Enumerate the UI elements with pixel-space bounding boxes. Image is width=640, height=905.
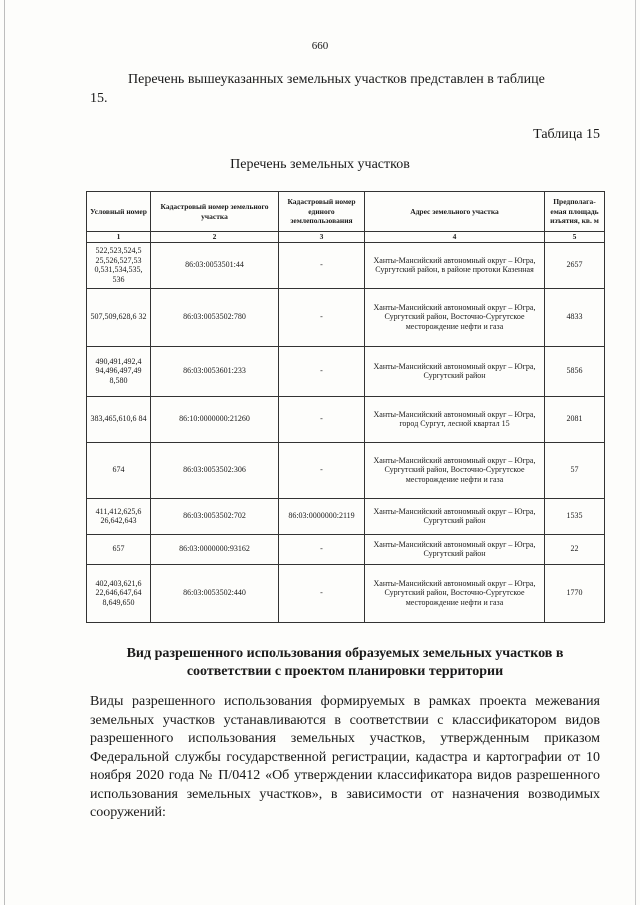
header-conditional-number: Условный номер — [87, 192, 151, 232]
cell-cadastral-number: 86:03:0053501:44 — [151, 242, 279, 288]
cell-unified-land-use: - — [279, 346, 365, 396]
column-number: 1 — [87, 232, 151, 243]
table-row — [87, 242, 605, 288]
cell-address: Ханты-Мансийский автономный округ – Югра, Сургутский район, Восточно-Сургутское месторождение нефти и газа — [365, 442, 545, 498]
cell-conditional-number: 522,523,524,5 25,526,527,53 0,531,534,535, 536 — [87, 242, 151, 288]
body-paragraph: Виды разрешенного использования формируемых в рамках проекта межевания земельных участков устанавливаются в соответствии с классификатором видов разрешенного использования земельных участков, утвержденным приказом Федеральной службы государственной регистрации, кадастра и картографии от 10 ноября 2020 года № П/0412 «Об утверждении классификатора видов разрешенного использования земельных участков», в зависимости от назначения возводимых сооружений: — [90, 694, 600, 820]
header-cadastral-number: Кадастровый номер земельного участка — [151, 192, 279, 232]
table-label: Таблица 15 — [533, 127, 600, 142]
cell-conditional-number: 657 — [87, 534, 151, 564]
cell-unified-land-use: - — [279, 288, 365, 346]
header-unified-land-use: Кадастровый номер единого землепользования — [279, 192, 365, 232]
header-address: Адрес земельного участка — [365, 192, 545, 232]
cell-unified-land-use: 86:03:0000000:2119 — [279, 498, 365, 534]
cell-conditional-number: 383,465,610,6 84 — [87, 396, 151, 442]
intro-line-1: Перечень вышеуказанных земельных участков представлен в таблице — [128, 72, 545, 87]
cell-area: 22 — [545, 534, 605, 564]
cell-address: Ханты-Мансийский автономный округ – Югра, Сургутский район — [365, 498, 545, 534]
table-row — [87, 564, 605, 622]
cell-conditional-number: 674 — [87, 442, 151, 498]
header-area: Предполага-емая площадь изъятия, кв. м — [545, 192, 605, 232]
cell-conditional-number: 490,491,492,4 94,496,497,49 8,580 — [87, 346, 151, 396]
intro-paragraph — [90, 70, 600, 108]
cell-cadastral-number: 86:03:0053502:702 — [151, 498, 279, 534]
column-number: 4 — [365, 232, 545, 243]
cell-address: Ханты-Мансийский автономный округ – Югра, Сургутский район, Восточно-Сургутское месторождение нефти и газа — [365, 564, 545, 622]
intro-line-2: 15. — [90, 91, 108, 106]
cell-area: 57 — [545, 442, 605, 498]
table-row — [87, 288, 605, 346]
cell-conditional-number: 507,509,628,6 32 — [87, 288, 151, 346]
cell-address: Ханты-Мансийский автономный округ – Югра, город Сургут, лесной квартал 15 — [365, 396, 545, 442]
cell-cadastral-number: 86:03:0053502:306 — [151, 442, 279, 498]
table-row — [87, 396, 605, 442]
table-row — [87, 442, 605, 498]
cell-unified-land-use: - — [279, 396, 365, 442]
cell-address: Ханты-Мансийский автономный округ – Югра, Сургутский район, Восточно-Сургутское месторождение нефти и газа — [365, 288, 545, 346]
table-row — [87, 534, 605, 564]
cell-cadastral-number: 86:03:0000000:93162 — [151, 534, 279, 564]
cell-area: 4833 — [545, 288, 605, 346]
cell-unified-land-use: - — [279, 534, 365, 564]
column-number: 2 — [151, 232, 279, 243]
cell-conditional-number: 411,412,625,6 26,642,643 — [87, 498, 151, 534]
cell-cadastral-number: 86:03:0053502:780 — [151, 288, 279, 346]
table-title: Перечень земельных участков — [230, 157, 410, 172]
cell-address: Ханты-Мансийский автономный округ – Югра, Сургутский район — [365, 346, 545, 396]
cell-unified-land-use: - — [279, 442, 365, 498]
table-row — [87, 498, 605, 534]
cell-area: 1535 — [545, 498, 605, 534]
page-edge-left — [4, 0, 5, 905]
land-parcels-table — [86, 191, 605, 623]
cell-cadastral-number: 86:10:0000000:21260 — [151, 396, 279, 442]
cell-unified-land-use: - — [279, 242, 365, 288]
cell-address: Ханты-Мансийский автономный округ – Югра, Сургутский район — [365, 534, 545, 564]
cell-cadastral-number: 86:03:0053601:233 — [151, 346, 279, 396]
table-row — [87, 346, 605, 396]
page-number: 660 — [311, 40, 329, 52]
cell-conditional-number: 402,403,621,6 22,646,647,64 8,649,650 — [87, 564, 151, 622]
cell-area: 2657 — [545, 242, 605, 288]
column-number: 5 — [545, 232, 605, 243]
page-edge-right — [635, 0, 636, 905]
cell-area: 5856 — [545, 346, 605, 396]
section-heading: Вид разрешенного использования образуемых земельных участков в соответствии с проектом планировки территории — [126, 646, 564, 679]
column-number-row — [87, 232, 605, 243]
cell-cadastral-number: 86:03:0053502:440 — [151, 564, 279, 622]
cell-area: 2081 — [545, 396, 605, 442]
cell-address: Ханты-Мансийский автономный округ – Югра, Сургутский район, в районе протоки Казенная — [365, 242, 545, 288]
column-number: 3 — [279, 232, 365, 243]
cell-area: 1770 — [545, 564, 605, 622]
cell-unified-land-use: - — [279, 564, 365, 622]
table-header-row — [87, 192, 605, 232]
